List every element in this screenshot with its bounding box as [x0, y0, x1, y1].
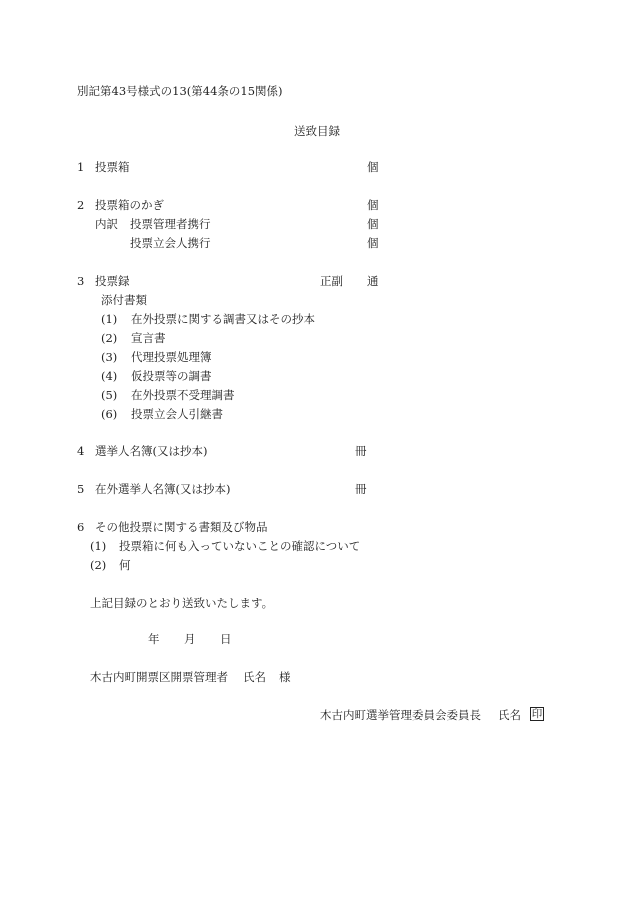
attachment-number: (2) — [101, 331, 118, 345]
item-label: その他投票に関する書類及び物品 — [95, 520, 268, 534]
sub-item-label: 何 — [119, 558, 131, 572]
recipient-title: 木古内町開票区開票管理者 — [90, 670, 228, 684]
attachment-label: 宣言書 — [131, 331, 166, 345]
copy-type: 正副 — [320, 274, 343, 288]
form-number: 別記第43号様式の13(第44条の15関係) — [77, 84, 283, 98]
item-label: 投票箱 — [95, 160, 130, 174]
breakdown-label: 内訳 — [95, 217, 118, 231]
attachments-label: 添付書類 — [101, 293, 147, 307]
sub-item-label: 投票管理者携行 — [130, 217, 211, 231]
item-number: 5 — [77, 482, 85, 496]
item-label: 投票録 — [95, 274, 130, 288]
date-day: 日 — [220, 632, 232, 646]
item-number: 2 — [77, 198, 85, 212]
statement-text: 上記目録のとおり送致いたします。 — [90, 596, 274, 610]
recipient-name-label: 氏名 — [243, 670, 266, 684]
attachment-label: 在外投票に関する調書又はその抄本 — [131, 312, 315, 326]
page-title: 送致目録 — [294, 124, 340, 138]
attachment-label: 代理投票処理簿 — [131, 350, 212, 364]
attachment-label: 投票立会人引継書 — [131, 407, 223, 421]
item-unit: 個 — [367, 198, 379, 212]
sub-item-number: (2) — [90, 558, 107, 572]
recipient-honorific: 様 — [279, 670, 291, 684]
attachment-number: (6) — [101, 407, 118, 421]
item-unit: 冊 — [355, 444, 367, 458]
item-label: 選挙人名簿(又は抄本) — [95, 444, 208, 458]
item-number: 4 — [77, 444, 85, 458]
attachment-number: (1) — [101, 312, 118, 326]
date-month: 月 — [184, 632, 196, 646]
attachment-number: (5) — [101, 388, 118, 402]
item-number: 6 — [77, 520, 85, 534]
attachment-label: 在外投票不受理調書 — [131, 388, 235, 402]
attachment-number: (3) — [101, 350, 118, 364]
item-unit: 個 — [367, 160, 379, 174]
item-unit: 通 — [367, 274, 379, 288]
item-label: 在外選挙人名簿(又は抄本) — [95, 482, 231, 496]
item-number: 3 — [77, 274, 85, 288]
item-number: 1 — [77, 160, 85, 174]
attachment-label: 仮投票等の調書 — [131, 369, 212, 383]
sub-item-number: (1) — [90, 539, 107, 553]
sub-item-unit: 個 — [367, 236, 379, 250]
sender-title: 木古内町選挙管理委員会委員長 — [320, 708, 481, 722]
sender-name-label: 氏名 — [498, 708, 521, 722]
sub-item-label: 投票箱に何も入っていないことの確認について — [119, 539, 361, 553]
sub-item-unit: 個 — [367, 217, 379, 231]
item-label: 投票箱のかぎ — [95, 198, 164, 212]
item-unit: 冊 — [355, 482, 367, 496]
seal-mark: 印 — [531, 708, 543, 720]
date-year: 年 — [148, 632, 160, 646]
attachment-number: (4) — [101, 369, 118, 383]
sub-item-label: 投票立会人携行 — [130, 236, 211, 250]
